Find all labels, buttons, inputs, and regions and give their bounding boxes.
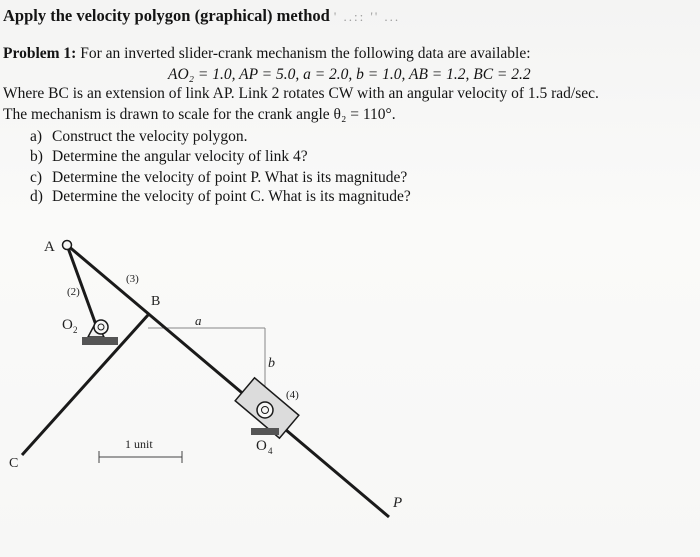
part-d	[30, 188, 411, 206]
problem-where: Where BC is an extension of link AP. Link 2 rotates CW with an angular velocity of 1.5 rad/sec.	[3, 85, 599, 102]
problem-intro: For an inverted slider-crank mechanism the following data are available:	[80, 45, 531, 62]
title-text: Apply the velocity polygon (graphical) method	[3, 6, 330, 25]
given-data: AO₂ = 1.0, AP = 5.0, a = 2.0, b = 1.0, AB = 1.2, BC = 2.2	[168, 66, 531, 83]
part-c	[30, 169, 407, 187]
part-text: Construct the velocity polygon.	[52, 128, 248, 145]
part-marker: c)	[30, 169, 43, 186]
part-marker: a)	[30, 128, 43, 145]
label-O2: O	[62, 317, 73, 333]
label-B: B	[151, 294, 161, 309]
label-link-3: (3)	[126, 273, 139, 285]
page-title	[3, 6, 400, 26]
link-3-AP	[67, 245, 389, 517]
mechanism-diagram	[0, 225, 700, 545]
pivot-A	[63, 241, 72, 250]
part-b	[30, 148, 308, 166]
label-P: P	[393, 495, 403, 511]
scale-label: 1 unit	[125, 437, 153, 451]
problem-statement	[3, 45, 531, 63]
problem-label: Problem 1:	[3, 45, 77, 62]
part-text: Determine the angular velocity of link 4?	[52, 148, 308, 165]
label-C: C	[9, 456, 19, 471]
label-O2-subscript: 2	[73, 325, 78, 335]
label-b: b	[268, 356, 275, 371]
label-O4: O	[256, 438, 267, 454]
label-a: a	[195, 313, 202, 328]
part-marker: d)	[30, 188, 43, 205]
title-smudge: ' ..:: '' ...	[333, 9, 401, 24]
part-a	[30, 128, 247, 146]
label-link-4: (4)	[286, 389, 299, 401]
label-link-2: (2)	[67, 286, 80, 298]
part-text: Determine the velocity of point P. What is its magnitude?	[52, 169, 408, 186]
part-text: Determine the velocity of point C. What is its magnitude?	[52, 188, 411, 205]
link-extension-BC	[22, 315, 148, 455]
ground-pivot-O2	[82, 320, 118, 345]
label-A: A	[44, 239, 55, 255]
label-O4-subscript: 4	[268, 446, 273, 456]
part-marker: b)	[30, 148, 43, 165]
scale-bar	[99, 451, 182, 463]
problem-drawn: The mechanism is drawn to scale for the crank angle θ₂ = 110°.	[3, 106, 396, 123]
